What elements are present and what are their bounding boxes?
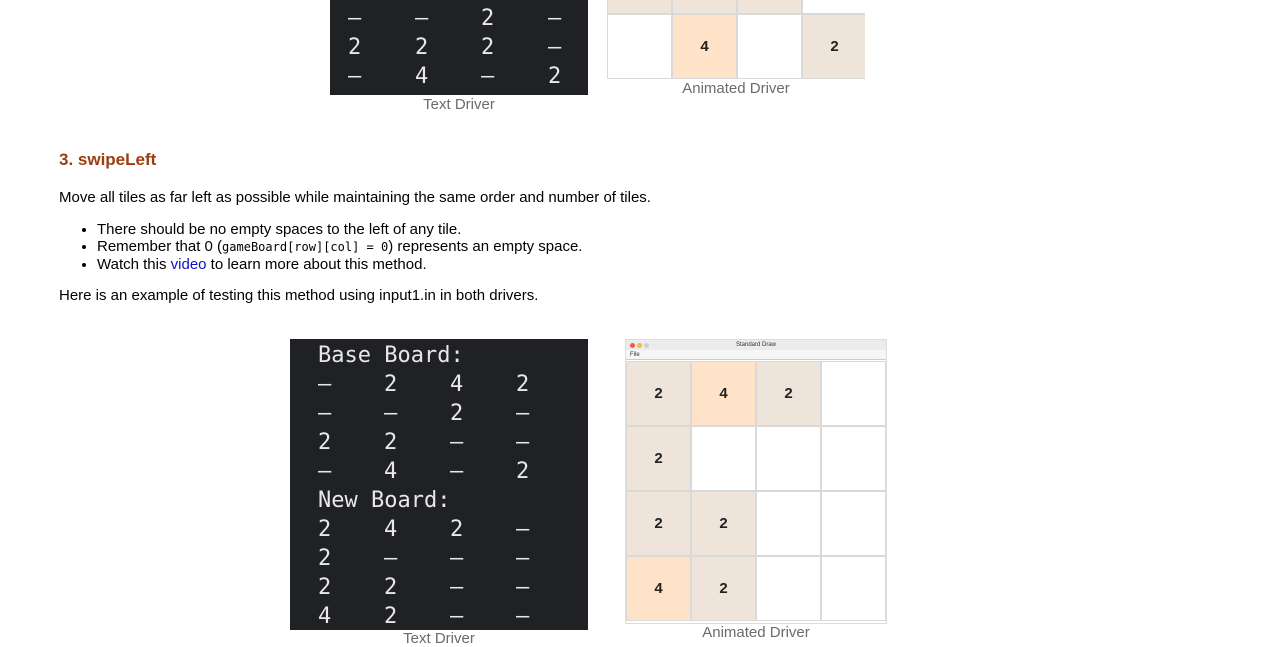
board-tile xyxy=(607,14,672,79)
board-tile xyxy=(737,0,802,14)
board-tile xyxy=(607,0,672,14)
top-animated-driver-board xyxy=(607,0,865,80)
terminal-cell: – xyxy=(516,604,530,629)
terminal-cell: – xyxy=(450,546,464,571)
terminal-row xyxy=(290,399,588,428)
example-intro: Here is an example of testing this method using input1.in in both drivers. xyxy=(59,287,539,304)
bullet-text: Watch this xyxy=(97,256,171,273)
base-board-label: Base Board: xyxy=(318,343,464,368)
terminal-cell: 2 xyxy=(481,35,495,60)
terminal-cell: – xyxy=(415,6,429,31)
terminal-row xyxy=(290,602,588,630)
bullet-zero-empty xyxy=(97,238,582,256)
board-tile: 4 xyxy=(672,14,737,79)
board-tile: 4 xyxy=(691,361,756,426)
video-link[interactable]: video xyxy=(170,256,207,273)
terminal-cell: 2 xyxy=(548,64,562,89)
board-tile xyxy=(691,426,756,491)
zoom-window-icon[interactable] xyxy=(644,343,649,348)
board-tile: 2 xyxy=(756,361,821,426)
minimize-window-icon[interactable] xyxy=(637,343,642,348)
terminal-cell: 2 xyxy=(384,604,398,629)
board-tile xyxy=(821,361,886,426)
board-tile xyxy=(821,491,886,556)
board-tile xyxy=(756,556,821,621)
bottom-text-driver-output xyxy=(290,339,588,630)
terminal-cell: 2 xyxy=(318,546,332,571)
terminal-cell: 2 xyxy=(318,430,332,455)
board-tile xyxy=(756,491,821,556)
section-heading: 3. swipeLeft xyxy=(59,150,157,169)
bullet-text: There should be no empty spaces to the left of any tile. xyxy=(97,221,462,238)
terminal-row xyxy=(290,573,588,602)
terminal-row xyxy=(330,33,588,62)
terminal-cell: 2 xyxy=(384,575,398,600)
board-tile: 4 xyxy=(626,556,691,621)
terminal-cell: – xyxy=(450,459,464,484)
terminal-row xyxy=(290,370,588,399)
board-tile: 2 xyxy=(626,491,691,556)
terminal-cell: – xyxy=(548,35,562,60)
board-tile xyxy=(802,0,865,14)
terminal-cell: 2 xyxy=(348,35,362,60)
terminal-cell: 4 xyxy=(450,372,464,397)
menu-file[interactable]: File xyxy=(630,352,640,358)
bullet-no-empty-spaces xyxy=(97,221,582,238)
terminal-cell: 2 xyxy=(384,430,398,455)
board-tile xyxy=(737,14,802,79)
terminal-cell: – xyxy=(516,401,530,426)
terminal-cell: – xyxy=(318,372,332,397)
bullet-text: ) represents an empty space. xyxy=(388,238,583,255)
terminal-cell: – xyxy=(450,430,464,455)
close-window-icon[interactable] xyxy=(630,343,635,348)
board-tile xyxy=(672,0,737,14)
terminal-row xyxy=(330,4,588,33)
terminal-cell: 2 xyxy=(450,517,464,542)
terminal-cell: – xyxy=(318,401,332,426)
terminal-cell: 2 xyxy=(450,401,464,426)
terminal-cell: – xyxy=(516,517,530,542)
top-animated-driver-caption: Animated Driver xyxy=(682,80,790,97)
bottom-text-driver-caption: Text Driver xyxy=(403,630,475,647)
bullet-text: to learn more about this method. xyxy=(206,256,427,273)
terminal-cell: – xyxy=(516,430,530,455)
terminal-row xyxy=(290,544,588,573)
terminal-cell: – xyxy=(481,64,495,89)
terminal-cell: 2 xyxy=(318,517,332,542)
board-tile: 2 xyxy=(691,556,756,621)
terminal-cell: – xyxy=(548,6,562,31)
terminal-cell: – xyxy=(384,401,398,426)
terminal-cell: – xyxy=(516,546,530,571)
code-snippet: gameBoard[row][col] = 0 xyxy=(222,240,389,254)
terminal-cell: 2 xyxy=(318,575,332,600)
terminal-cell: 4 xyxy=(384,459,398,484)
terminal-cell: – xyxy=(450,575,464,600)
bullet-list xyxy=(59,221,582,273)
terminal-cell: 2 xyxy=(384,372,398,397)
board-tile xyxy=(821,556,886,621)
section-intro: Move all tiles as far left as possible while maintaining the same order and number of tiles. xyxy=(59,189,651,206)
top-text-driver-output xyxy=(330,0,588,95)
bullet-text: Remember that 0 ( xyxy=(97,238,223,255)
terminal-row xyxy=(330,62,588,91)
terminal-cell: 4 xyxy=(415,64,429,89)
board-tile xyxy=(756,426,821,491)
bottom-animated-driver-caption: Animated Driver xyxy=(702,624,810,641)
board-tile: 2 xyxy=(626,426,691,491)
board-tile: 2 xyxy=(626,361,691,426)
terminal-cell: – xyxy=(348,6,362,31)
terminal-cell: – xyxy=(384,546,398,571)
terminal-cell: – xyxy=(516,575,530,600)
terminal-cell: 2 xyxy=(481,6,495,31)
board-tile: 2 xyxy=(691,491,756,556)
new-board-label: New Board: xyxy=(318,488,451,513)
terminal-row xyxy=(290,515,588,544)
top-text-driver-caption: Text Driver xyxy=(423,96,495,113)
board-tile: 2 xyxy=(802,14,865,79)
terminal-cell: 4 xyxy=(318,604,332,629)
standard-draw-window xyxy=(625,339,887,624)
terminal-cell: 2 xyxy=(516,459,530,484)
window-titlebar xyxy=(626,340,886,350)
terminal-cell: 4 xyxy=(384,517,398,542)
terminal-cell: – xyxy=(450,604,464,629)
terminal-row xyxy=(290,457,588,486)
terminal-cell: – xyxy=(318,459,332,484)
terminal-cell: – xyxy=(348,64,362,89)
terminal-cell: 2 xyxy=(415,35,429,60)
bullet-watch-video xyxy=(97,256,582,273)
terminal-row xyxy=(290,428,588,457)
terminal-cell: 2 xyxy=(516,372,530,397)
board-tile xyxy=(821,426,886,491)
window-menubar xyxy=(626,350,886,360)
window-title: Standard Draw xyxy=(735,342,777,348)
